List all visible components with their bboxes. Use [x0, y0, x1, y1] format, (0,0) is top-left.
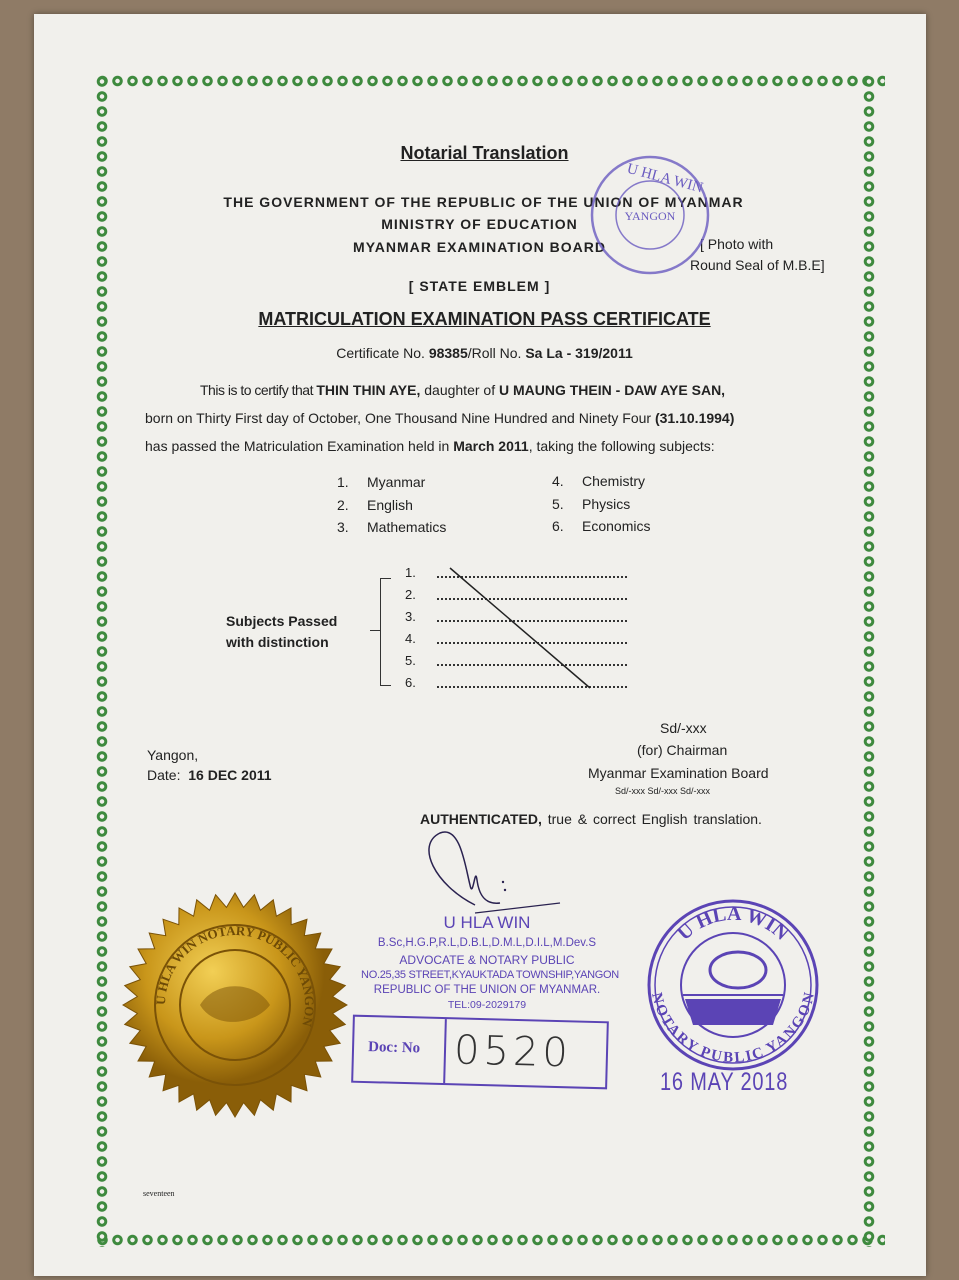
certify-line-1: [200, 382, 725, 398]
state-emblem-placeholder: [ STATE EMBLEM ]: [408, 278, 551, 294]
photo-note: [ Photo with: [700, 236, 774, 252]
notary-title: ADVOCATE & NOTARY PUBLIC: [399, 953, 575, 967]
issue-date: [147, 767, 272, 783]
student-name: THIN THIN AYE,: [316, 382, 421, 398]
distinction-number: 1.: [405, 565, 416, 580]
place: Yangon,: [147, 747, 199, 763]
authenticated-label: AUTHENTICATED,: [420, 811, 542, 827]
notary-qualifications: B.Sc,H.G.P,R.L,D.B.L,D.M.L,D.I.L,M.Dev.S: [377, 937, 597, 949]
text: born on Thirty First day of October, One Thousand Nine Hundred and Ninety Four: [145, 410, 655, 426]
subject-number: 6.: [552, 518, 564, 534]
page-word: seventeen: [143, 1189, 175, 1198]
notary-phone: TEL:09-2029179: [447, 999, 527, 1011]
ornamental-border-bottom: [95, 1233, 885, 1247]
subject-name: Myanmar: [367, 474, 426, 490]
gold-notary-seal: [120, 890, 350, 1120]
distinction-number: 6.: [405, 675, 416, 690]
text: This is to certify that: [200, 382, 317, 398]
text: , taking the following subjects:: [528, 438, 715, 454]
roll-number: Sa La - 319/2011: [525, 345, 633, 361]
exam-date: March 2011: [453, 438, 529, 454]
government-line: THE GOVERNMENT OF THE REPUBLIC OF THE UNION OF MYANMAR: [223, 194, 744, 210]
svg-text:U HLA WIN: [673, 903, 793, 945]
doc-number-label: Doc: No: [367, 1039, 421, 1057]
distinction-label: with distinction: [226, 634, 329, 650]
doc-number-stamp: [351, 1015, 609, 1090]
seal-text: U HLA WIN NOTARY PUBLIC YANGON: [152, 922, 318, 1028]
ministry-line: MINISTRY OF EDUCATION: [381, 216, 578, 232]
parents-name: U MAUNG THEIN - DAW AYE SAN,: [498, 382, 726, 398]
handwritten-signature: [415, 825, 575, 925]
doc-number-value: 0520: [453, 1027, 573, 1077]
certificate-title: MATRICULATION EXAMINATION PASS CERTIFICATE: [258, 309, 711, 329]
subject-name: Mathematics: [367, 519, 447, 535]
photo-note: Round Seal of M.B.E]: [690, 257, 825, 273]
seal-text: YANGON: [624, 209, 676, 223]
seal-text: U HLA WIN: [625, 160, 705, 197]
date-value: 16 DEC 2011: [188, 767, 272, 783]
signatures-small: Sd/-xxx Sd/-xxx Sd/-xxx: [615, 786, 711, 796]
text: daughter of: [420, 382, 499, 398]
subject-name: Chemistry: [582, 473, 646, 489]
certify-line-3: [145, 438, 715, 454]
strike-through-line: [440, 560, 600, 695]
notary-address: NO.25,35 STREET,KYAUKTADA TOWNSHIP,YANGON: [361, 969, 619, 981]
roll-label: /Roll No.: [467, 345, 526, 361]
distinction-number: 2.: [405, 587, 416, 602]
subject-number: 5.: [552, 496, 564, 512]
distinction-label: Subjects Passed: [226, 613, 338, 629]
subject-name: English: [367, 497, 413, 513]
subject-number: 4.: [552, 473, 564, 489]
subject-number: 1.: [337, 474, 349, 490]
date-label: Date:: [147, 767, 181, 783]
distinction-bracket: [380, 578, 391, 686]
distinction-number: 3.: [405, 609, 416, 624]
ornamental-border-top: [95, 74, 885, 88]
text: has passed the Matriculation Examination held in: [145, 438, 454, 454]
stamp-date: 16 MAY 2018: [660, 1068, 789, 1096]
subject-name: Physics: [582, 496, 631, 512]
signature-sd: Sd/-xxx: [660, 720, 707, 736]
for-chairman: (for) Chairman: [637, 742, 728, 758]
notary-seal-top: [585, 150, 715, 280]
certificate-number-line: [0, 345, 959, 361]
date-of-birth: (31.10.1994): [654, 410, 735, 426]
cert-label: Certificate No.: [336, 345, 429, 361]
distinction-number: 5.: [405, 653, 416, 668]
notary-round-seal: [643, 895, 823, 1075]
cert-number: 98385: [428, 345, 468, 361]
authentication-text: true & correct English translation.: [541, 811, 762, 827]
bracket-tick: [370, 630, 380, 631]
board-name: Myanmar Examination Board: [588, 765, 769, 781]
subject-number: 3.: [337, 519, 349, 535]
subject-number: 2.: [337, 497, 349, 513]
board-line: MYANMAR EXAMINATION BOARD: [353, 239, 606, 255]
notary-country: REPUBLIC OF THE UNION OF MYANMAR.: [373, 984, 601, 996]
certify-line-2: [145, 410, 734, 426]
distinction-number: 4.: [405, 631, 416, 646]
seal-text: NOTARY PUBLIC YANGON: [648, 991, 818, 1067]
notarial-translation-heading: Notarial Translation: [400, 143, 569, 163]
subject-name: Economics: [582, 518, 651, 534]
notary-name: U HLA WIN: [443, 913, 531, 932]
seal-text: U HLA WIN: [673, 902, 793, 945]
